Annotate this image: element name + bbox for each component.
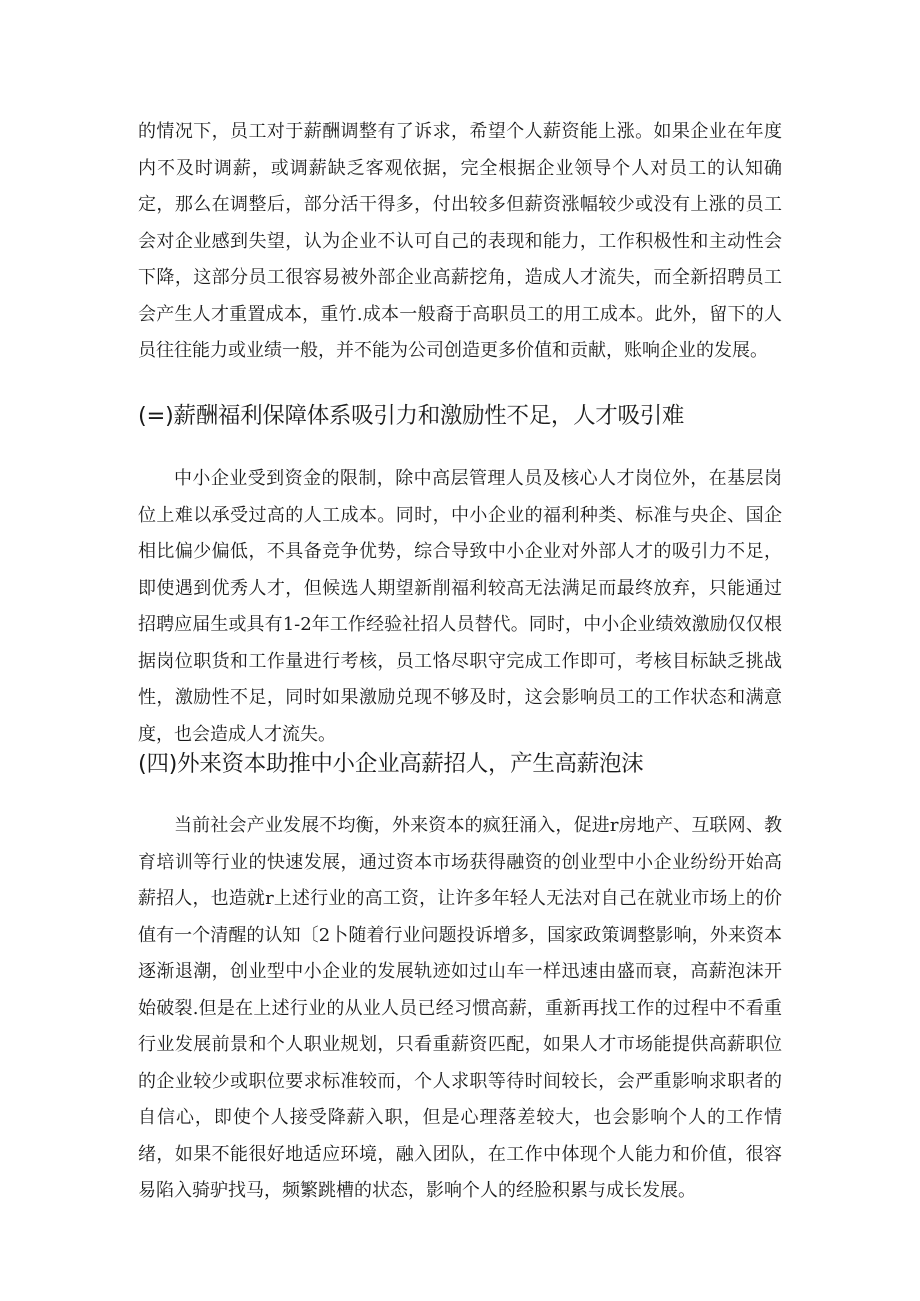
paragraph-block bbox=[138, 114, 782, 370]
heading-block bbox=[138, 400, 782, 432]
paragraph-block bbox=[138, 808, 782, 1210]
heading-block bbox=[138, 748, 782, 780]
body-paragraph: 的情况下，员工对于薪酬调整有了诉求，希望个人薪资能上涨。如果企业在年度内不及时调薪，或调薪缺乏客观依据，完全根据企业领导个人对员工的认知确定，那么在调整后，部分活干得多，付出较多但薪资涨幅较少或没有上涨的员工会对企业感到失望，认为企业不认可自己的表现和能力，工作积极性和主动性会下降，这部分员工很容易被外部企业高薪挖角，造成人才流失，而全新招聘员工会产生人才重置成本，重竹.成本一般裔于高职员工的用工成本。此外，留下的人员往往能力或业绩一般，并不能为公司创造更多价值和贡献，账响企业的发展。 bbox=[138, 121, 782, 361]
paragraph-block bbox=[138, 461, 782, 753]
body-paragraph: 当前社会产业发展不均衡，外来资本的疯狂涌入，促进r房地产、互联网、教育培训等行业的快速发展，通过资本市场获得融资的创业型中小企业纷纷开始高薪招人，也造就r上述行业的高工资，让许多年轻人无法对自己在就业市场上的价值有一个清醒的认知〔2卜随着行业问题投诉增多，国家政策调整影响，外来资本逐渐退潮，创业型中小企业的发展轨迹如过山车一样迅速由盛而衰，高薪泡沫开始破裂.但是在上述行业的从业人员已经习惯高薪，重新再找工作的过程中不看重行业发展前景和个人职业规划，只看重薪资匹配，如果人才市场能提供高薪职位的企业较少或职位要求标准较而，个人求职等待时间较长，会严重影响求职者的自信心，即使个人接受降薪入职，但是心理落差较大，也会影响个人的工作情绪，如果不能很好地适应环境，融入团队，在工作中体现个人能力和价值，很容易陷入骑驴找马，频繁跳槽的状态，影响个人的经脸积累与成长发展。 bbox=[138, 815, 782, 1201]
body-paragraph: 中小企业受到资金的限制，除中高层管理人员及核心人才岗位外，在基层岗位上难以承受过高的人工成本。同时，中小企业的福利种类、标准与央企、国企相比偏少偏低，不具备竞争优势，综合导致中小企业对外部人才的吸引力不足，即使遇到优秀人才，但候选人期望新削福利较高无法满足而最终放弃，只能通过招聘应届生或具有1-2年工作经验社招人员替代。同时，中小企业绩效激励仅仅根据岗位职货和工作量进行考核，员工恪尽职守完成工作即可，考核目标缺乏挑战性，激励性不足，同时如果激励兑现不够及时，这会影响员工的工作状态和满意度，也会造成人才流失。 bbox=[138, 468, 782, 745]
section-heading: (四)外来资本助推中小企业高薪招人，产生高薪泡沫 bbox=[138, 751, 644, 777]
section-heading: (=)薪酬福利保障体系吸引力和激励性不足，人才吸引难 bbox=[138, 403, 685, 429]
